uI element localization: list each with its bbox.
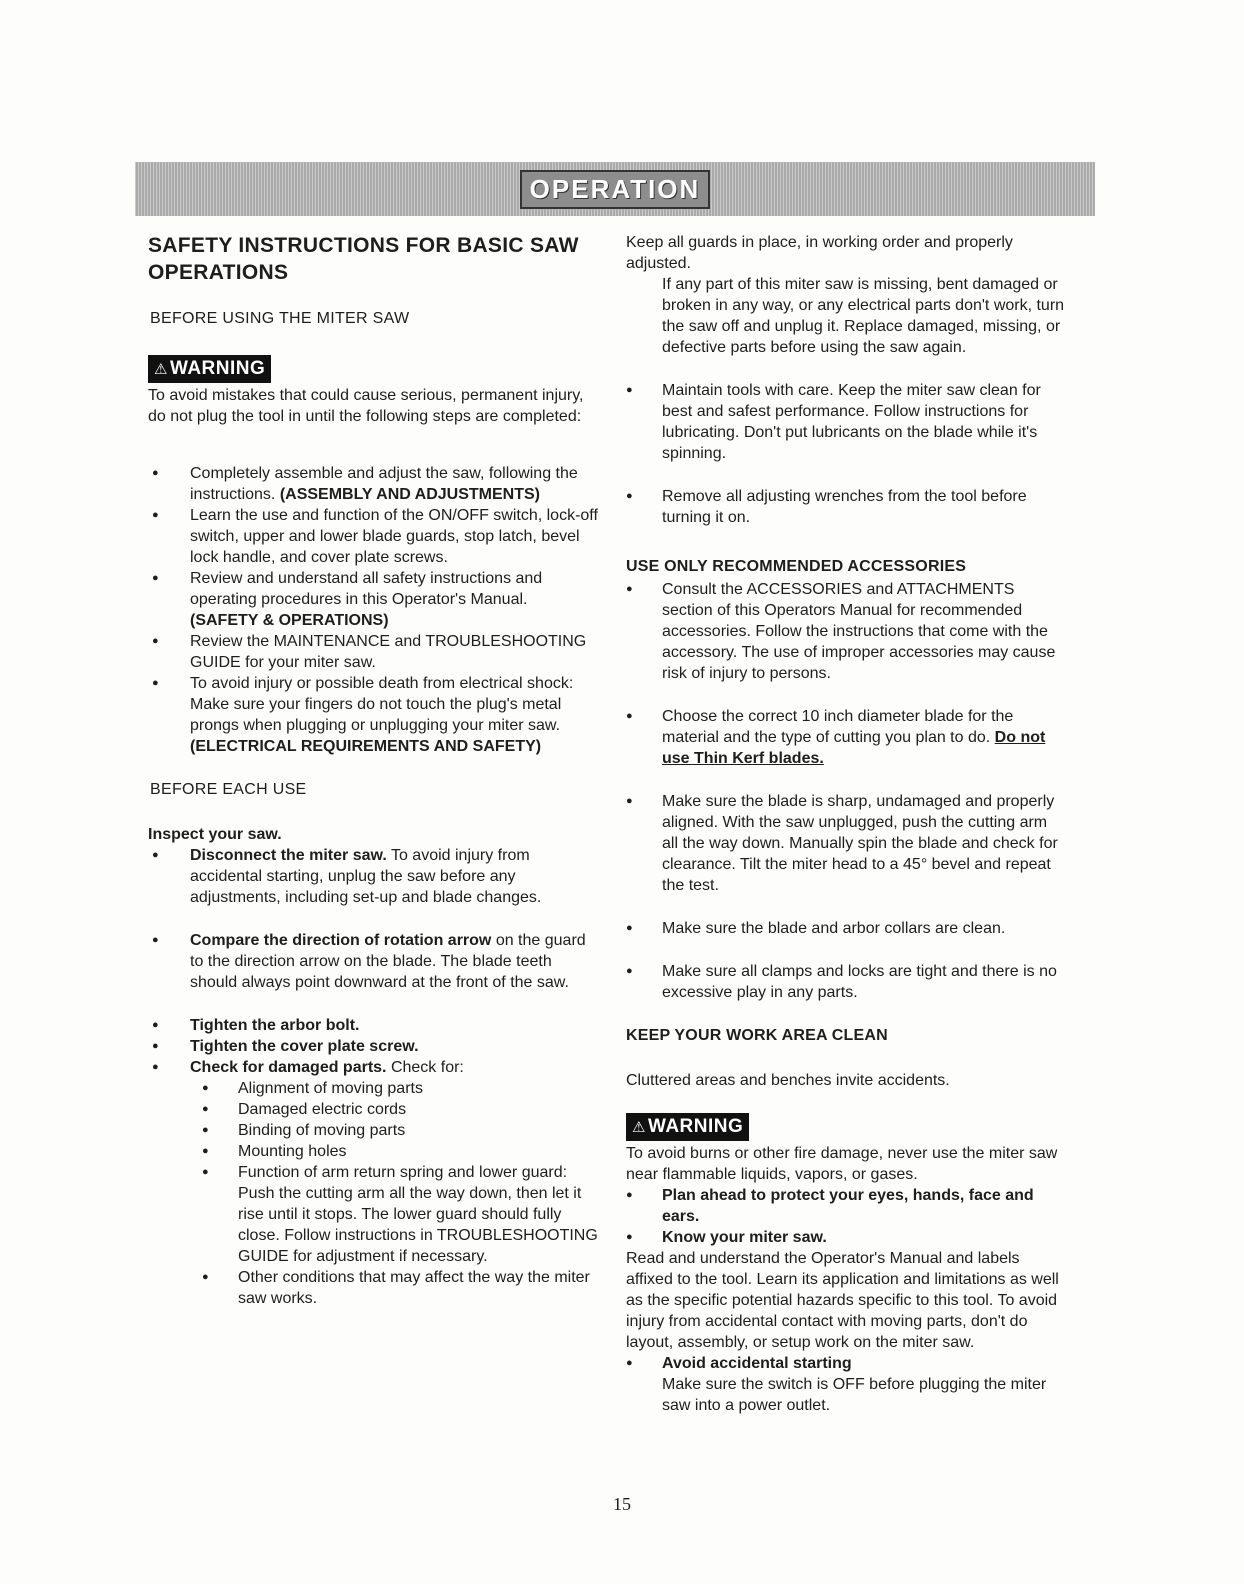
warning-badge — [148, 355, 271, 383]
bullet-icon: ● — [626, 922, 633, 934]
work-area-heading: KEEP YOUR WORK AREA CLEAN — [626, 1027, 888, 1044]
list-item: ● To avoid injury or possible death from electrical shock: Make sure your fingers do not touch the plug's metal prongs when plugging or unplugging your miter saw. (ELECTRICAL REQUIREMENTS AND SAFETY) — [152, 675, 574, 755]
inspect-heading: Inspect your saw. — [148, 826, 282, 843]
bullet-icon: ● — [152, 509, 159, 521]
bullet-icon: ● — [202, 1271, 209, 1283]
bullet-icon: ● — [202, 1103, 209, 1115]
bullet-icon: ● — [202, 1166, 209, 1178]
list-item: ● Review and understand all safety instructions and operating procedures in this Operator's Manual. (SAFETY & OPERATIONS) — [152, 570, 543, 629]
list-item: ● Learn the use and function of the ON/OFF switch, lock-off switch, upper and lower blade guards, stop latch, bevel lock handle, and cover plate screws. — [152, 507, 598, 566]
bullet-icon: ● — [626, 1357, 633, 1369]
list-item: ● Tighten the cover plate screw. — [152, 1038, 419, 1055]
bullet-icon: ● — [626, 583, 633, 595]
warning-triangle-icon: ⚠ — [632, 1119, 646, 1136]
bullet-icon: ● — [202, 1145, 209, 1157]
list-item: ● Choose the correct 10 inch diameter blade for the material and the type of cutting you plan to do. Do not use Thin Kerf blades. — [626, 708, 1046, 767]
warning-label: WARNING — [647, 1116, 744, 1137]
missing-parts-text: If any part of this miter saw is missing, bent damaged or broken in any way, or any electrical parts don't work, turn the saw off and unplug it. Replace damaged, missing, or defective parts before using the saw again. — [662, 276, 1065, 356]
bullet-icon: ● — [152, 849, 159, 861]
page-number: 15 — [613, 1494, 631, 1514]
list-item: ● Maintain tools with care. Keep the miter saw clean for best and safest performance. Follow instructions for lubricating. Don't put lubricants on the blade while it's spinning. — [626, 382, 1041, 462]
bullet-icon: ● — [152, 934, 159, 946]
sub-list-item: ● Damaged electric cords — [202, 1101, 407, 1118]
left-column — [148, 232, 598, 1309]
list-item: ● Review the MAINTENANCE and TROUBLESHOOTING GUIDE for your miter saw. — [152, 633, 587, 671]
list-item: ● Remove all adjusting wrenches from the tool before turning it on. — [626, 488, 1027, 526]
bullet-icon: ● — [626, 490, 633, 502]
sub-list-item: ● Other conditions that may affect the way the miter saw works. — [202, 1269, 590, 1307]
bullet-icon: ● — [202, 1082, 209, 1094]
bullet-icon: ● — [152, 1019, 159, 1031]
list-item: ● Know your miter saw. — [626, 1229, 827, 1246]
list-item: ● Check for damaged parts. Check for: — [152, 1059, 464, 1076]
before-each-use-heading: BEFORE EACH USE — [150, 781, 307, 798]
section-heading: SAFETY INSTRUCTIONS FOR BASIC SAW OPERATIONS — [148, 234, 579, 284]
guards-text: Keep all guards in place, in working order and properly adjusted. — [626, 234, 1013, 272]
bullet-icon: ● — [626, 795, 633, 807]
bullet-icon: ● — [152, 467, 159, 479]
bullet-icon: ● — [626, 710, 633, 722]
list-item: ● Plan ahead to protect your eyes, hands, face and ears. — [626, 1187, 1034, 1225]
sub-list-item: ● Alignment of moving parts — [202, 1080, 423, 1097]
list-item: ● Avoid accidental starting Make sure the switch is OFF before plugging the miter saw into a power outlet. — [626, 1355, 1047, 1414]
bullet-icon: ● — [152, 1061, 159, 1073]
bullet-icon: ● — [626, 965, 633, 977]
before-using-heading: BEFORE USING THE MITER SAW — [150, 310, 410, 327]
warning-text: To avoid mistakes that could cause serious, permanent injury, do not plug the tool in until the following steps are completed: — [148, 387, 584, 425]
sub-list-item: ● Function of arm return spring and lower guard: Push the cutting arm all the way down, then let it rise until it stops. The lower guard should fully close. Follow instructions in TROUBLESHOOTING GUIDE for adjustment if necessary. — [202, 1164, 598, 1265]
list-item: ● Make sure the blade is sharp, undamaged and properly aligned. With the saw unplugged, push the cutting arm all the way down. Manually spin the blade and check for clearance. Tilt the miter head to a 45° bevel and repeat the test. — [626, 793, 1058, 894]
warning-triangle-icon: ⚠ — [154, 361, 168, 378]
bullet-icon: ● — [152, 677, 159, 689]
bullet-icon: ● — [626, 1231, 633, 1243]
list-item: ● Tighten the arbor bolt. — [152, 1017, 360, 1034]
accessories-heading: USE ONLY RECOMMENDED ACCESSORIES — [626, 558, 967, 575]
bullet-icon: ● — [152, 1040, 159, 1052]
cluttered-text: Cluttered areas and benches invite accidents. — [626, 1072, 950, 1089]
bullet-icon: ● — [202, 1124, 209, 1136]
sub-list-item: ● Binding of moving parts — [202, 1122, 406, 1139]
list-item: ● Make sure the blade and arbor collars are clean. — [626, 920, 1006, 937]
section-banner — [135, 162, 1095, 216]
list-item: ● Consult the ACCESSORIES and ATTACHMENTS section of this Operators Manual for recommended accessories. Follow the instructions that come with the accessory. The use of improper accessories may cause risk of injury to persons. — [626, 581, 1056, 682]
banner-title: OPERATION — [520, 170, 711, 209]
bullet-icon: ● — [626, 1189, 633, 1201]
warning-label: WARNING — [169, 358, 266, 379]
warning-text: To avoid burns or other fire damage, never use the miter saw near flammable liquids, vapors, or gases. — [626, 1145, 1058, 1183]
know-text: Read and understand the Operator's Manual and labels affixed to the tool. Learn its application and limitations as well as the specific potential hazards specific to this tool. To avoid injury from accidental contact with moving parts, don't do layout, assembly, or setup work on the miter saw. — [626, 1250, 1059, 1351]
bullet-icon: ● — [626, 384, 633, 396]
list-item: ● Disconnect the miter saw. To avoid injury from accidental starting, unplug the saw before any adjustments, including set-up and blade changes. — [152, 847, 542, 906]
list-item: ● Compare the direction of rotation arrow on the guard to the direction arrow on the blade. The blade teeth should always point downward at the front of the saw. — [152, 932, 586, 991]
warning-badge — [626, 1113, 749, 1141]
list-item: ● Make sure all clamps and locks are tight and there is no excessive play in any parts. — [626, 963, 1057, 1001]
bullet-icon: ● — [152, 572, 159, 584]
bullet-icon: ● — [152, 635, 159, 647]
sub-list-item: ● Mounting holes — [202, 1143, 347, 1160]
right-column — [626, 232, 1066, 1416]
list-item: ● Completely assemble and adjust the saw, following the instructions. (ASSEMBLY AND ADJUSTMENTS) — [152, 465, 578, 503]
